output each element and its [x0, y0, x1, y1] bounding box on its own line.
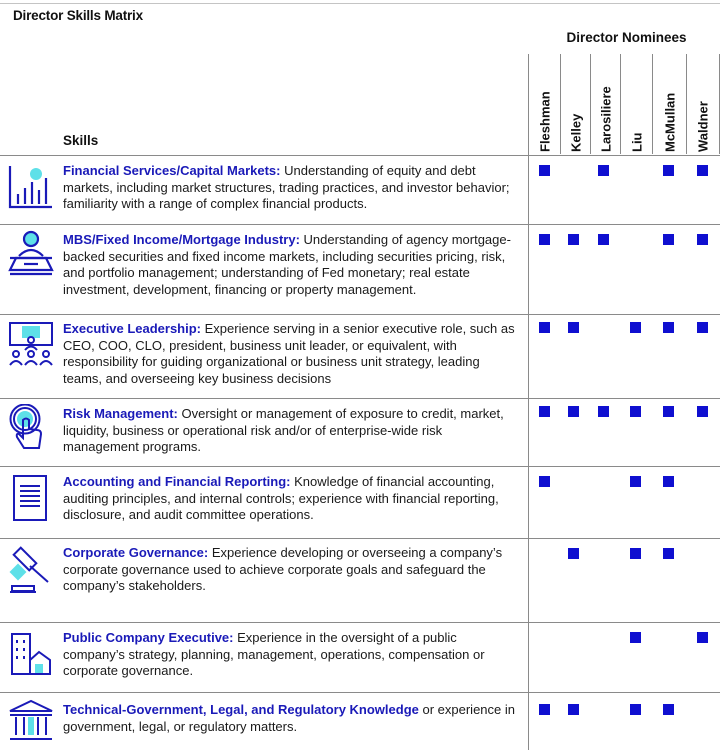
- buildings-icon: [6, 630, 56, 680]
- bar-chart-icon: [6, 162, 56, 212]
- skill-description: [63, 630, 519, 680]
- director-name: Fleshman: [537, 91, 553, 152]
- skill-mark: [697, 322, 708, 333]
- skill-mark: [568, 322, 579, 333]
- skill-mark: [598, 165, 609, 176]
- skill-mark: [539, 406, 550, 417]
- skill-mark: [539, 165, 550, 176]
- skill-mark: [663, 548, 674, 559]
- skill-mark: [598, 406, 609, 417]
- row-divider: [0, 398, 720, 399]
- skill-text: Experience developing or overseeing a company’s corporate governance used to achieve corporate goals and safeguard the company’s stakeholders.: [63, 545, 503, 593]
- row-divider: [0, 538, 720, 539]
- column-divider: [620, 54, 621, 154]
- skill-description: [63, 406, 519, 456]
- skill-name: MBS/Fixed Income/Mortgage Industry:: [63, 232, 300, 247]
- skill-text: Experience serving in a senior executive role, such as CEO, COO, CLO, president, business unit leader, or equivalent, with responsibility for guiding organizational or business unit strategy, leading teams, and overseeing key business decisions: [63, 321, 515, 386]
- page-title: Director Skills Matrix: [13, 8, 143, 23]
- skill-text: Understanding of equity and debt markets, including market structures, trading practices, and investor behavior; familiarity with a range of complex financial products.: [63, 163, 510, 211]
- skill-text: Oversight or management of exposure to credit, market, liquidity, business or operational risk and/or of enterprise-wide risk management programs.: [63, 406, 504, 454]
- skill-mark: [568, 704, 579, 715]
- skill-mark: [663, 406, 674, 417]
- skill-name: Risk Management:: [63, 406, 178, 421]
- skill-mark: [697, 165, 708, 176]
- skill-mark: [697, 632, 708, 643]
- skill-description: [63, 232, 519, 298]
- touch-hand-icon: [6, 404, 56, 454]
- skill-name: Executive Leadership:: [63, 321, 201, 336]
- row-divider: [0, 314, 720, 315]
- column-divider: [590, 54, 591, 154]
- skill-name: Corporate Governance:: [63, 545, 209, 560]
- skill-mark: [539, 476, 550, 487]
- skill-mark: [630, 476, 641, 487]
- skill-description: [63, 321, 519, 387]
- skill-description: [63, 474, 519, 524]
- column-divider: [686, 54, 687, 154]
- skill-mark: [697, 406, 708, 417]
- skill-mark: [630, 704, 641, 715]
- skill-name: Financial Services/Capital Markets:: [63, 163, 281, 178]
- skill-mark: [539, 322, 550, 333]
- skill-mark: [568, 234, 579, 245]
- skill-mark: [630, 632, 641, 643]
- skill-description: [63, 545, 519, 595]
- skill-mark: [663, 234, 674, 245]
- skill-mark: [630, 322, 641, 333]
- row-divider: [0, 224, 720, 225]
- gavel-icon: [6, 546, 56, 596]
- skill-mark: [663, 165, 674, 176]
- skill-mark: [663, 322, 674, 333]
- row-divider: [0, 466, 720, 467]
- skill-mark: [697, 234, 708, 245]
- director-name: Waldner: [695, 101, 711, 152]
- director-name: Liu: [629, 132, 645, 152]
- skill-mark: [539, 704, 550, 715]
- director-name: Kelley: [568, 113, 584, 152]
- skill-text: or experience in government, legal, or regulatory matters.: [63, 702, 515, 734]
- skill-text: Experience in the oversight of a public company’s strategy, planning, management, operations, compensation or corporate governance.: [63, 630, 485, 678]
- skill-mark: [568, 406, 579, 417]
- director-name: McMullan: [662, 92, 678, 152]
- row-divider: [0, 692, 720, 693]
- row-divider: [0, 155, 720, 156]
- column-divider: [652, 54, 653, 154]
- skills-header: Skills: [63, 133, 99, 148]
- skill-mark: [630, 548, 641, 559]
- skill-mark: [598, 234, 609, 245]
- row-divider: [0, 622, 720, 623]
- document-icon: [6, 474, 56, 524]
- director-name: Larosiliere: [598, 86, 614, 152]
- government-building-icon: [6, 697, 56, 747]
- skill-mark: [539, 234, 550, 245]
- skill-text: Understanding of agency mortgage-backed securities and fixed income markets, including securities pricing, risk, and portfolio management; understanding of Fed monetary; real estate investment, development, financing or property management.: [63, 232, 511, 297]
- skill-description: [63, 702, 519, 735]
- skill-name: Public Company Executive:: [63, 630, 234, 645]
- column-divider: [528, 54, 529, 750]
- nominees-header: Director Nominees: [566, 30, 687, 45]
- skill-description: [63, 163, 519, 213]
- skill-mark: [630, 406, 641, 417]
- skill-text: Knowledge of financial accounting, auditing principles, and internal controls; experience with financial reporting, disclosure, and audit committee operations.: [63, 474, 499, 522]
- skill-mark: [663, 704, 674, 715]
- presenter-icon: [6, 228, 56, 278]
- skill-name: Technical-Government, Legal, and Regulatory Knowledge: [63, 702, 419, 717]
- skill-mark: [663, 476, 674, 487]
- top-rule: [0, 3, 720, 4]
- skill-name: Accounting and Financial Reporting:: [63, 474, 291, 489]
- column-divider: [560, 54, 561, 154]
- meeting-icon: [6, 320, 56, 370]
- skill-mark: [568, 548, 579, 559]
